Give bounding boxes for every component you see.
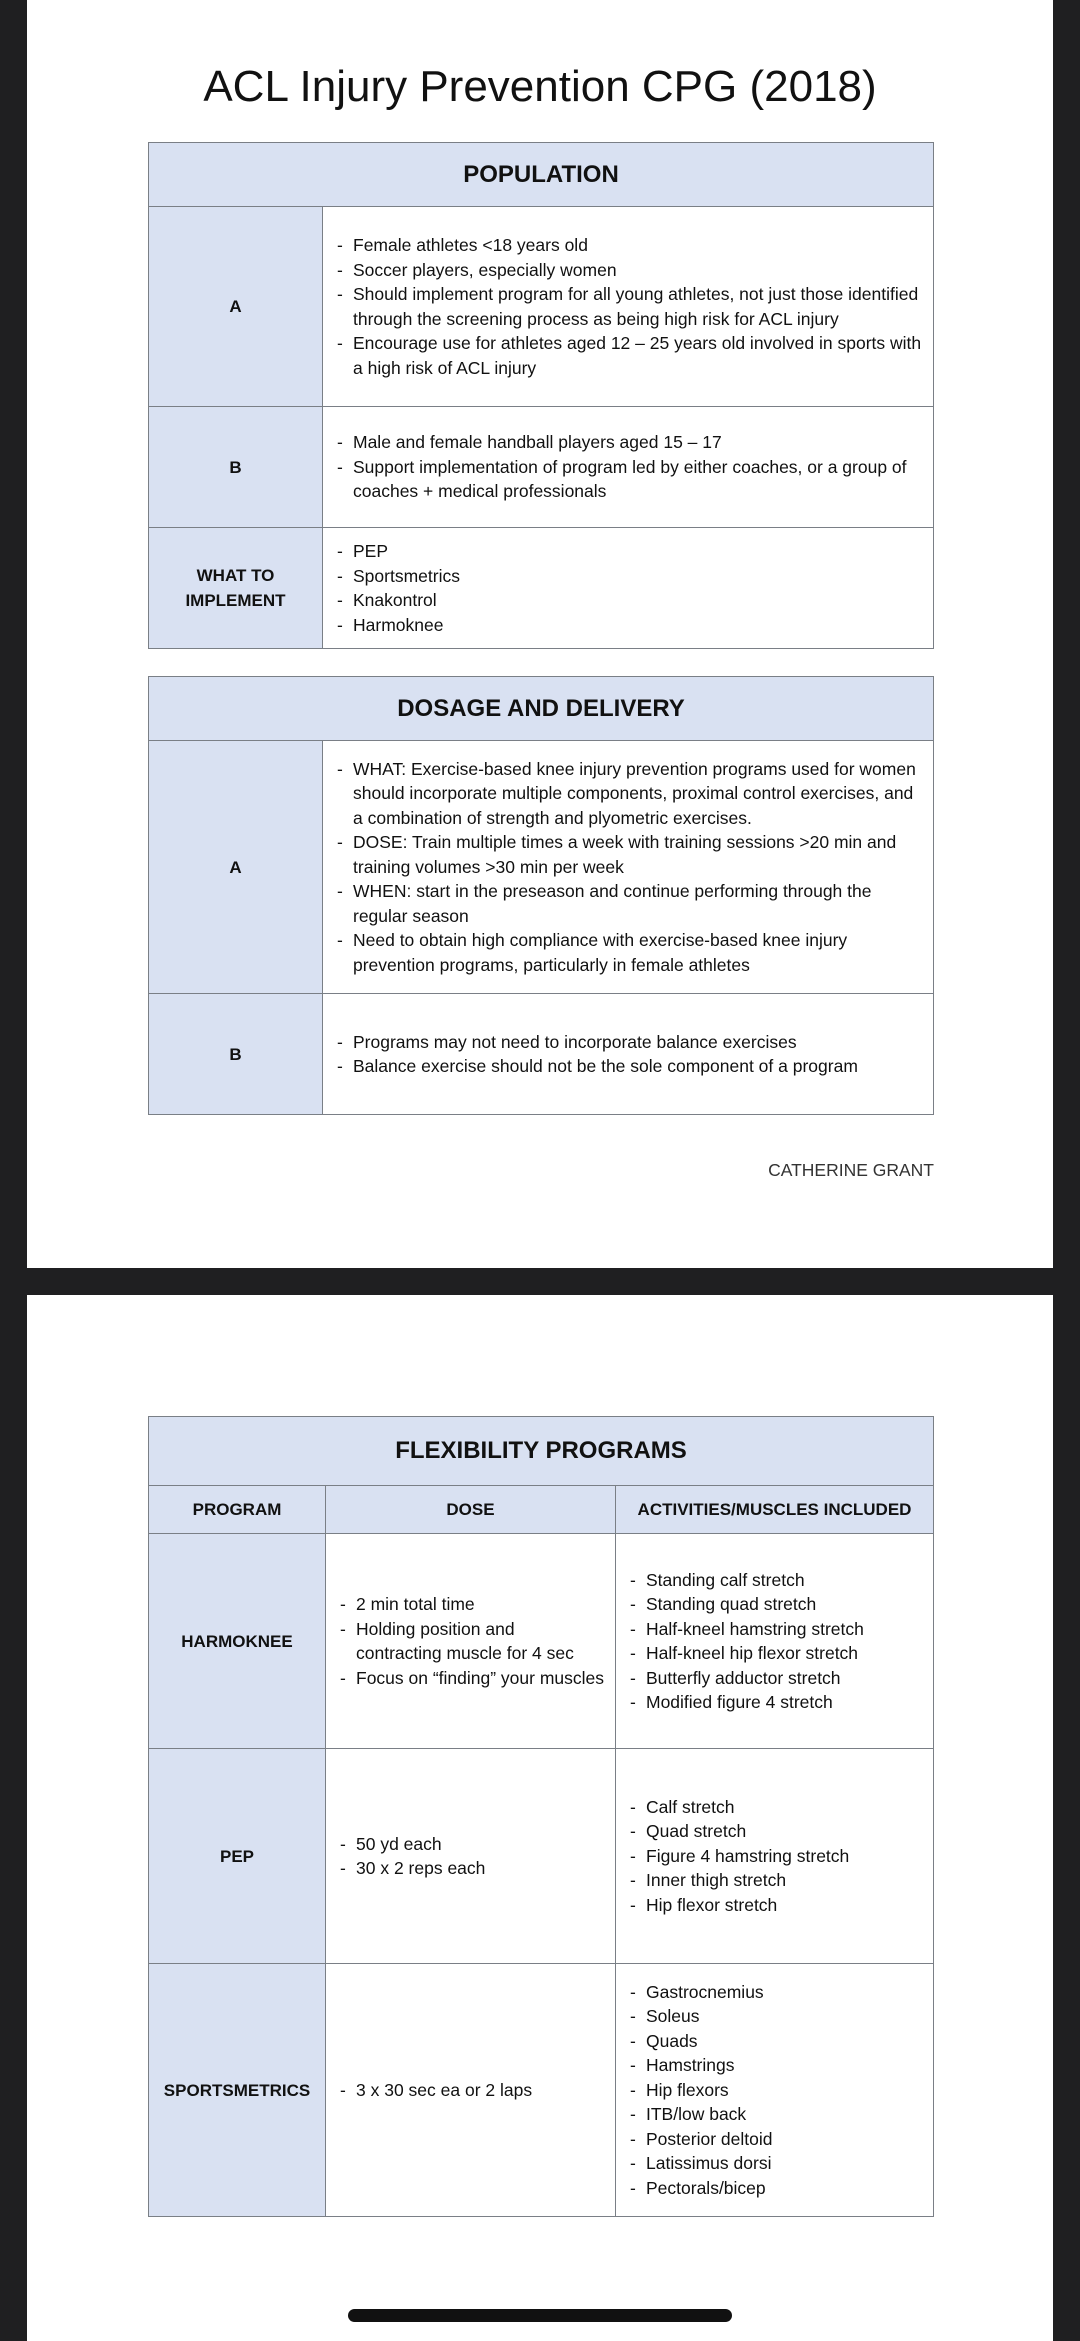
list-item: - WHEN: start in the preseason and continue performing through the regular season [335,879,923,928]
table-row [149,1964,934,2217]
program-name: HARMOKNEE [149,1534,326,1749]
bullet-list [335,233,923,380]
bullet-list [335,757,923,978]
bullet-list [335,430,923,504]
column-header-program: PROGRAM [149,1486,326,1534]
table-row [149,994,934,1115]
list-item: - Latissimus dorsi [628,2151,923,2176]
column-header-activities: ACTIVITIES/MUSCLES INCLUDED [616,1486,934,1534]
list-item: - Hip flexors [628,2078,923,2103]
dose-list [338,2078,605,2103]
list-item: - 2 min total time [338,1592,605,1617]
list-item: - ITB/low back [628,2102,923,2127]
column-header-dose: DOSE [326,1486,616,1534]
list-item: - Support implementation of program led by either coaches, or a group of coaches + medical professionals [335,455,923,504]
bullet-list [335,1030,923,1079]
list-item: - Holding position and contracting muscle for 4 sec [338,1617,605,1666]
list-item: - Hamstrings [628,2053,923,2078]
list-item: - Male and female handball players aged 15 – 17 [335,430,923,455]
list-item: - Butterfly adductor stretch [628,1666,923,1691]
list-item: - Encourage use for athletes aged 12 – 25 years old involved in sports with a high risk of ACL injury [335,331,923,380]
list-item: - Posterior deltoid [628,2127,923,2152]
list-item: - 50 yd each [338,1832,605,1857]
row-label: A [149,741,323,994]
list-item: - Quads [628,2029,923,2054]
activities-list [628,1795,923,1918]
list-item: - Hip flexor stretch [628,1893,923,1918]
list-item: - Knakontrol [335,588,923,613]
column-header-row [149,1486,934,1534]
table-row [149,741,934,994]
list-item: - Balance exercise should not be the sole component of a program [335,1054,923,1079]
list-item: - Inner thigh stretch [628,1868,923,1893]
activities-list [628,1980,923,2201]
dosage-header: DOSAGE AND DELIVERY [149,677,934,741]
document-page-1 [27,0,1053,1268]
flexibility-header: FLEXIBILITY PROGRAMS [149,1417,934,1486]
row-label: B [149,407,323,528]
population-table [148,142,934,649]
table-row [149,407,934,528]
dosage-table [148,676,934,1115]
dose-list [338,1832,605,1881]
home-indicator[interactable] [348,2309,732,2322]
list-item: - Sportsmetrics [335,564,923,589]
flexibility-table [148,1416,934,2217]
list-item: - Half-kneel hip flexor stretch [628,1641,923,1666]
document-title: ACL Injury Prevention CPG (2018) [203,62,877,111]
list-item: - Figure 4 hamstring stretch [628,1844,923,1869]
row-label: B [149,994,323,1115]
list-item: - Pectorals/bicep [628,2176,923,2201]
row-label: A [149,207,323,407]
list-item: - DOSE: Train multiple times a week with training sessions >20 min and training volumes >30 min per week [335,830,923,879]
list-item: - WHAT: Exercise-based knee injury prevention programs used for women should incorporate multiple components, proximal control exercises, and a combination of strength and plyometric exercises. [335,757,923,831]
list-item: - 30 x 2 reps each [338,1856,605,1881]
bullet-list [335,539,923,637]
program-name: SPORTSMETRICS [149,1964,326,2217]
list-item: - Modified figure 4 stretch [628,1690,923,1715]
list-item: - Harmoknee [335,613,923,638]
row-label: WHAT TO IMPLEMENT [149,528,323,649]
list-item: - Focus on “finding” your muscles [338,1666,605,1691]
list-item: - Programs may not need to incorporate balance exercises [335,1030,923,1055]
table-row [149,1534,934,1749]
list-item: - Should implement program for all young athletes, not just those identified through the screening process as being high risk for ACL injury [335,282,923,331]
list-item: - Female athletes <18 years old [335,233,923,258]
list-item: - Soccer players, especially women [335,258,923,283]
list-item: - Standing quad stretch [628,1592,923,1617]
table-row [149,207,934,407]
table-row [149,1749,934,1964]
list-item: - Quad stretch [628,1819,923,1844]
list-item: - PEP [335,539,923,564]
list-item: - Soleus [628,2004,923,2029]
list-item: - Standing calf stretch [628,1568,923,1593]
list-item: - Need to obtain high compliance with exercise-based knee injury prevention programs, particularly in female athletes [335,928,923,977]
document-page-2 [27,1295,1053,2341]
table-row [149,528,934,649]
program-name: PEP [149,1749,326,1964]
author-name: CATHERINE GRANT [768,1160,934,1180]
activities-list [628,1568,923,1715]
population-header: POPULATION [149,143,934,207]
dose-list [338,1592,605,1690]
list-item: - 3 x 30 sec ea or 2 laps [338,2078,605,2103]
list-item: - Calf stretch [628,1795,923,1820]
list-item: - Half-kneel hamstring stretch [628,1617,923,1642]
list-item: - Gastrocnemius [628,1980,923,2005]
